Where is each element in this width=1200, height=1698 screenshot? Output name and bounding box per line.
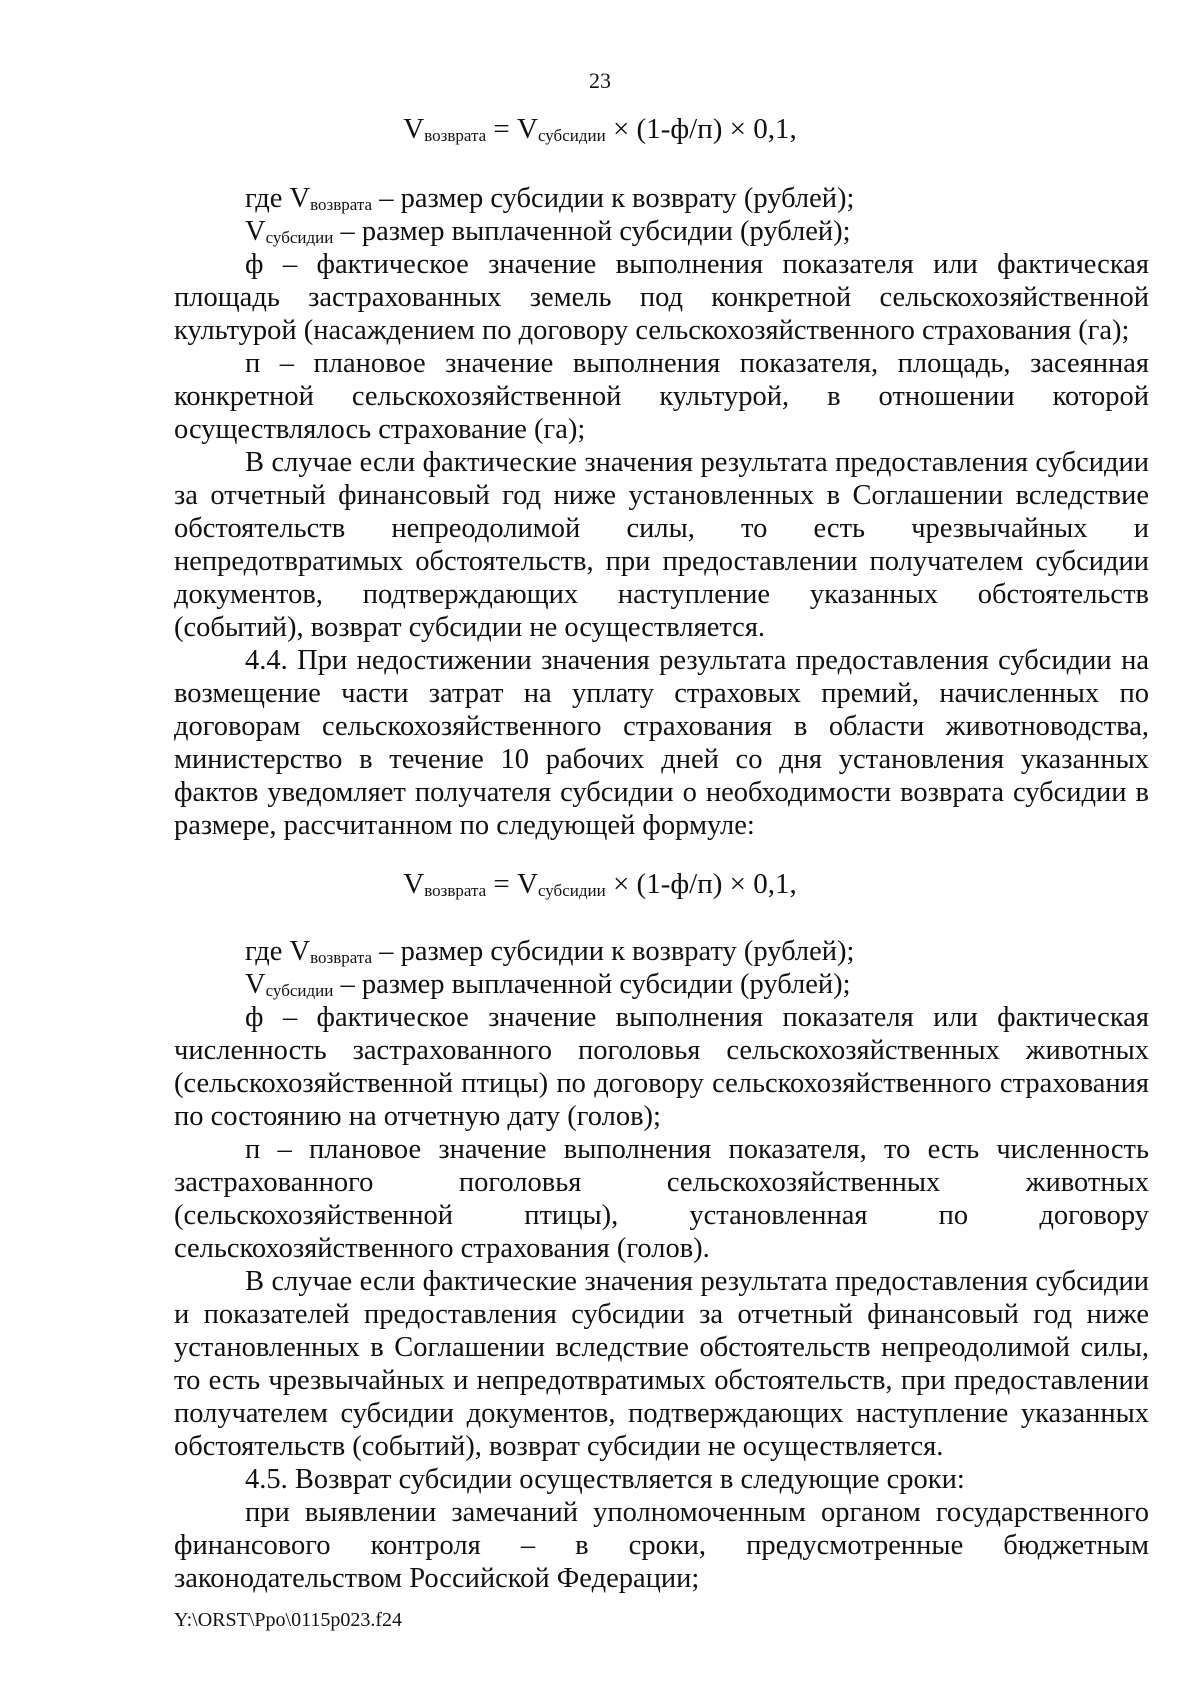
- definition-v-refund: [174, 182, 1149, 215]
- definition-v-subsidy: [174, 215, 1149, 248]
- definition-prefix: где V: [245, 936, 311, 967]
- formula-expression: × (1-ф/п) × 0,1,: [605, 868, 797, 900]
- formula-refund-livestock: [0, 868, 1200, 901]
- definition-prefix: где V: [245, 183, 311, 214]
- definition-subscript: возврата: [310, 195, 373, 214]
- formula-equals: = V: [486, 113, 538, 145]
- definition-v-subsidy: [174, 968, 1149, 1001]
- clause-4-5-item-1: при выявлении замечаний уполномоченным органом государственного финансового контроля – в сроки, предусмотренные бюджетным законодательством Российской Федерации;: [174, 1497, 1149, 1594]
- definition-subscript: возврата: [310, 948, 373, 967]
- definition-v-refund: [174, 935, 1149, 968]
- section-livestock-insurance: [174, 935, 1149, 1595]
- force-majeure-paragraph: В случае если фактические значения результата предоставления субсидии за отчетный финансовый год ниже установленных в Соглашении вследствие обстоятельств непреодолимой силы, то есть чрезвычайных и непредотвратимых обстоятельств, при предоставлении получателем субсидии документов, подтверждающих наступление указанных обстоятельств (событий), возврат субсидии не осуществляется.: [174, 447, 1149, 643]
- formula-expression: × (1-ф/п) × 0,1,: [605, 113, 797, 145]
- clause-4-4: 4.4. При недостижении значения результата предоставления субсидии на возмещение части затрат на уплату страховых премий, начисленных по договорам сельскохозяйственного страхования в области животноводства, министерство в течение 10 рабочих дней со дня установления указанных фактов уведомляет получателя субсидии о необходимости возврата субсидии в размере, рассчитанном по следующей формуле:: [174, 645, 1149, 841]
- definition-prefix: V: [245, 969, 266, 1000]
- formula-sub-refund: возврата: [424, 881, 487, 900]
- formula-v: V: [403, 868, 425, 900]
- definition-text: – размер выплаченной субсидии (рублей);: [333, 969, 851, 1000]
- definition-p-planned: п – плановое значение выполнения показателя, то есть численность застрахованного поголовья сельскохозяйственных животных (сельскохозяйственной птицы), установленная по договору сельскохозяйственного страхования (голов).: [174, 1134, 1149, 1264]
- formula-sub-refund: возврата: [424, 126, 487, 145]
- file-path-footer: Y:\ORST\Ppo\0115p023.f24: [174, 1609, 402, 1631]
- definition-subscript: субсидии: [265, 981, 334, 1000]
- definition-text: – размер субсидии к возврату (рублей);: [372, 183, 855, 214]
- force-majeure-paragraph: В случае если фактические значения результата предоставления субсидии и показателей предоставления субсидии за отчетный финансовый год ниже установленных в Соглашении вследствие обстоятельств непреодолимой силы, то есть чрезвычайных и непредотвратимых обстоятельств, при предоставлении получателем субсидии документов, подтверждающих наступление указанных обстоятельств (событий), возврат субсидии не осуществляется.: [174, 1266, 1149, 1462]
- definition-subscript: субсидии: [265, 228, 334, 247]
- definition-f-actual: ф – фактическое значение выполнения показателя или фактическая площадь застрахованных земель под конкретной сельскохозяйственной культурой (насаждением по договору сельскохозяйственного страхования (га);: [174, 249, 1149, 346]
- clause-4-5: 4.5. Возврат субсидии осуществляется в следующие сроки:: [245, 1464, 965, 1495]
- formula-refund-crop: [0, 113, 1200, 146]
- definition-text: – размер выплаченной субсидии (рублей);: [333, 216, 851, 247]
- definition-prefix: V: [245, 216, 266, 247]
- definition-f-actual: ф – фактическое значение выполнения показателя или фактическая численность застрахованного поголовья сельскохозяйственных животных (сельскохозяйственной птицы) по договору сельскохозяйственного страхования по состоянию на отчетную дату (голов);: [174, 1002, 1149, 1132]
- definition-text: – размер субсидии к возврату (рублей);: [372, 936, 855, 967]
- section-crop-insurance: [174, 182, 1149, 842]
- formula-v: V: [403, 113, 425, 145]
- page-number: 23: [589, 68, 611, 93]
- formula-sub-subsidy: субсидии: [537, 881, 606, 900]
- formula-sub-subsidy: субсидии: [537, 126, 606, 145]
- definition-p-planned: п – плановое значение выполнения показателя, площадь, засеянная конкретной сельскохозяйственной культурой, в отношении которой осуществлялось страхование (га);: [174, 348, 1149, 445]
- formula-equals: = V: [486, 868, 538, 900]
